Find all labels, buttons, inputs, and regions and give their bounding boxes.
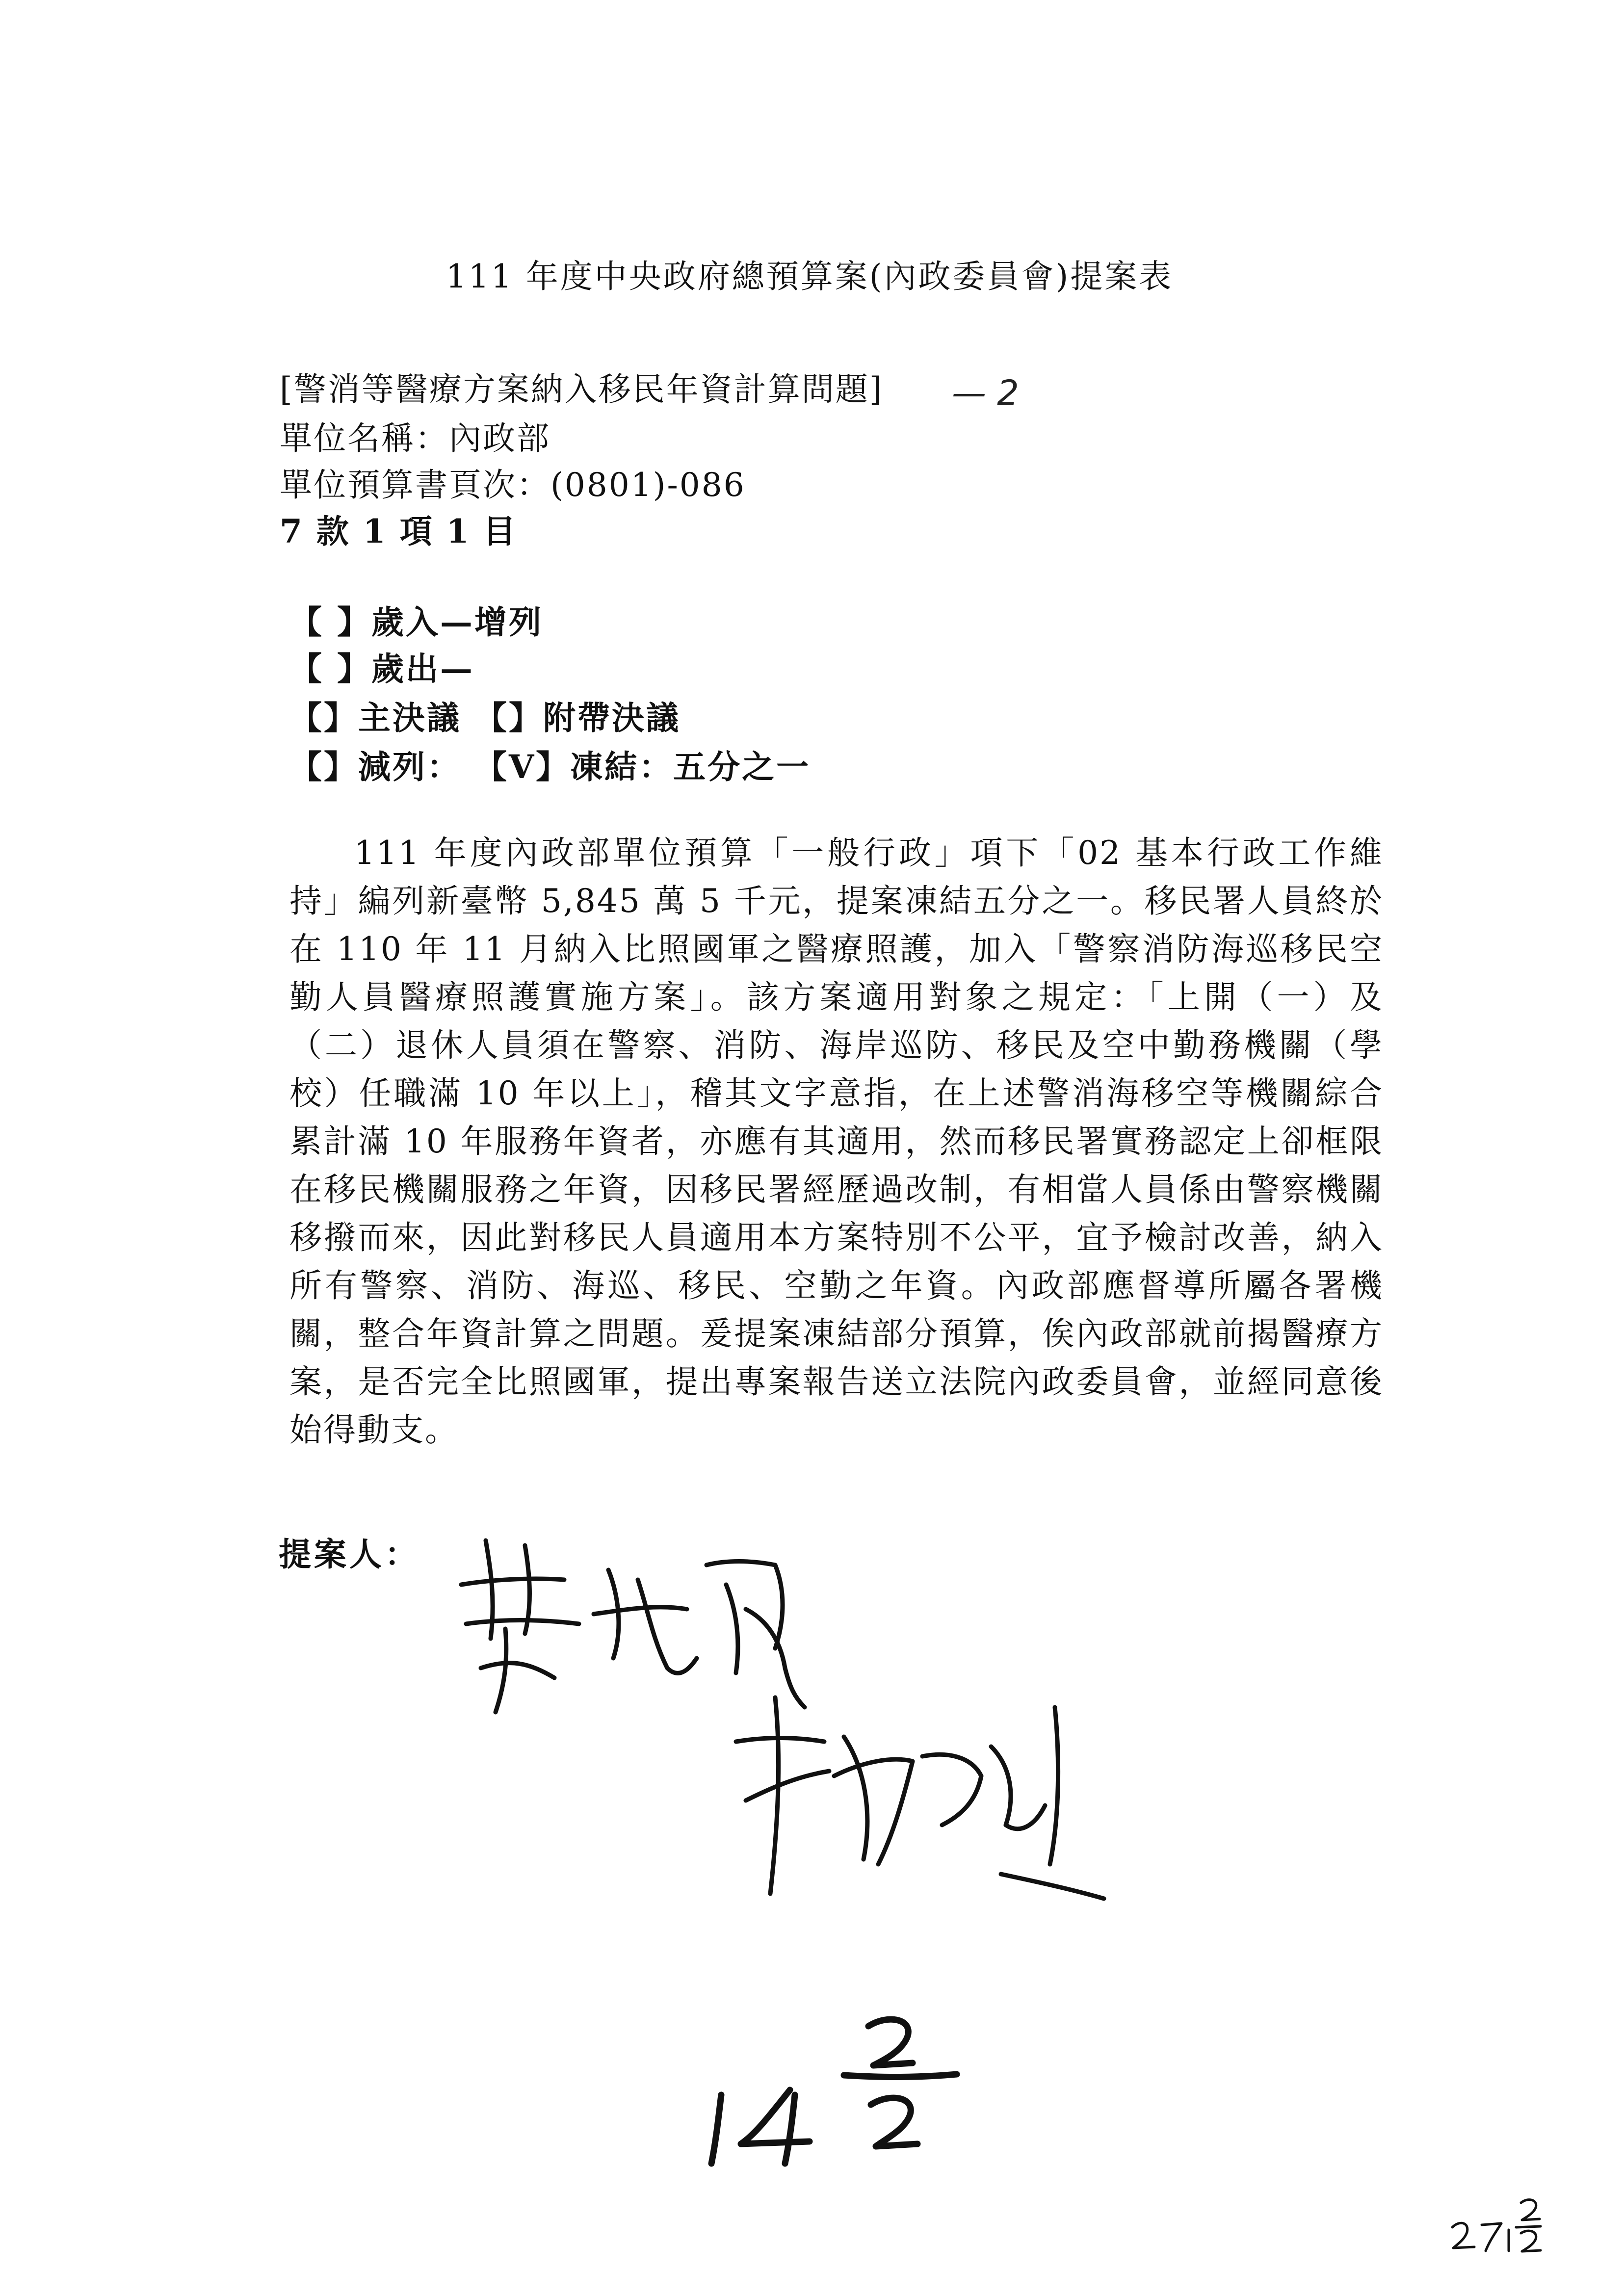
signature-2 — [716, 1688, 1109, 1904]
option-revenue-increase: 【 】歲入—增列 — [289, 603, 543, 641]
proposal-body — [289, 829, 1384, 1454]
handwritten-count — [697, 2011, 971, 2175]
proposal-body-text: 111 年度內政部單位預算「一般行政」項下「02 基本行政工作維持」編列新臺幣 5,845 萬 5 千元，提案凍結五分之一。移民署人員終於在 110 年 11 月納入比照國軍之醫療照護，加入「警察消防海巡移民空勤人員醫療照護實施方案」。該方案適用對象之規定：「上開（一）及（二）退休人員須在警察、消防、海岸巡防、移民及空中勤務機關（學校）任職滿 10 年以上」，稽其文字意指，在上述警消海移空等機關綜合累計滿 10 年服務年資者，亦應有其適用，然而移民署實務認定上卻框限在移民機關服務之年資，因移民署經歷過改制，有相當人員係由警察機關移撥而來，因此對移民人員適用本方案特別不公平，宜予檢討改善，納入所有警察、消防、海巡、移民、空勤之年資。內政部應督導所屬各署機關，整合年資計算之問題。爰提案凍結部分預算，俟內政部就前揭醫療方案，是否完全比照國軍，提出專案報告送立法院內政委員會，並經同意後始得動支。 — [289, 834, 1384, 1449]
budget-page-ref: 單位預算書頁次：(0801)-086 — [280, 466, 746, 504]
option-resolution: 【】主決議 【】附帶決議 — [289, 699, 681, 737]
document-title: 111 年度中央政府總預算案(內政委員會)提案表 — [445, 258, 1174, 295]
proposer-label: 提案人： — [279, 1535, 420, 1573]
unit-name: 單位名稱：內政部 — [280, 419, 550, 457]
option-expenditure: 【 】歲出— — [289, 650, 474, 688]
handwritten-page-mark — [1447, 2193, 1560, 2259]
budget-item-code: 7 款 1 項 1 目 — [280, 512, 517, 550]
signature-1 — [432, 1511, 834, 1717]
handwritten-topic-mark: — 2 — [952, 373, 1019, 413]
option-reduce-freeze: 【】減列： 【V】凍結：五分之一 — [289, 748, 811, 786]
proposal-topic: [警消等醫療方案納入移民年資計算問題] — [280, 370, 884, 408]
